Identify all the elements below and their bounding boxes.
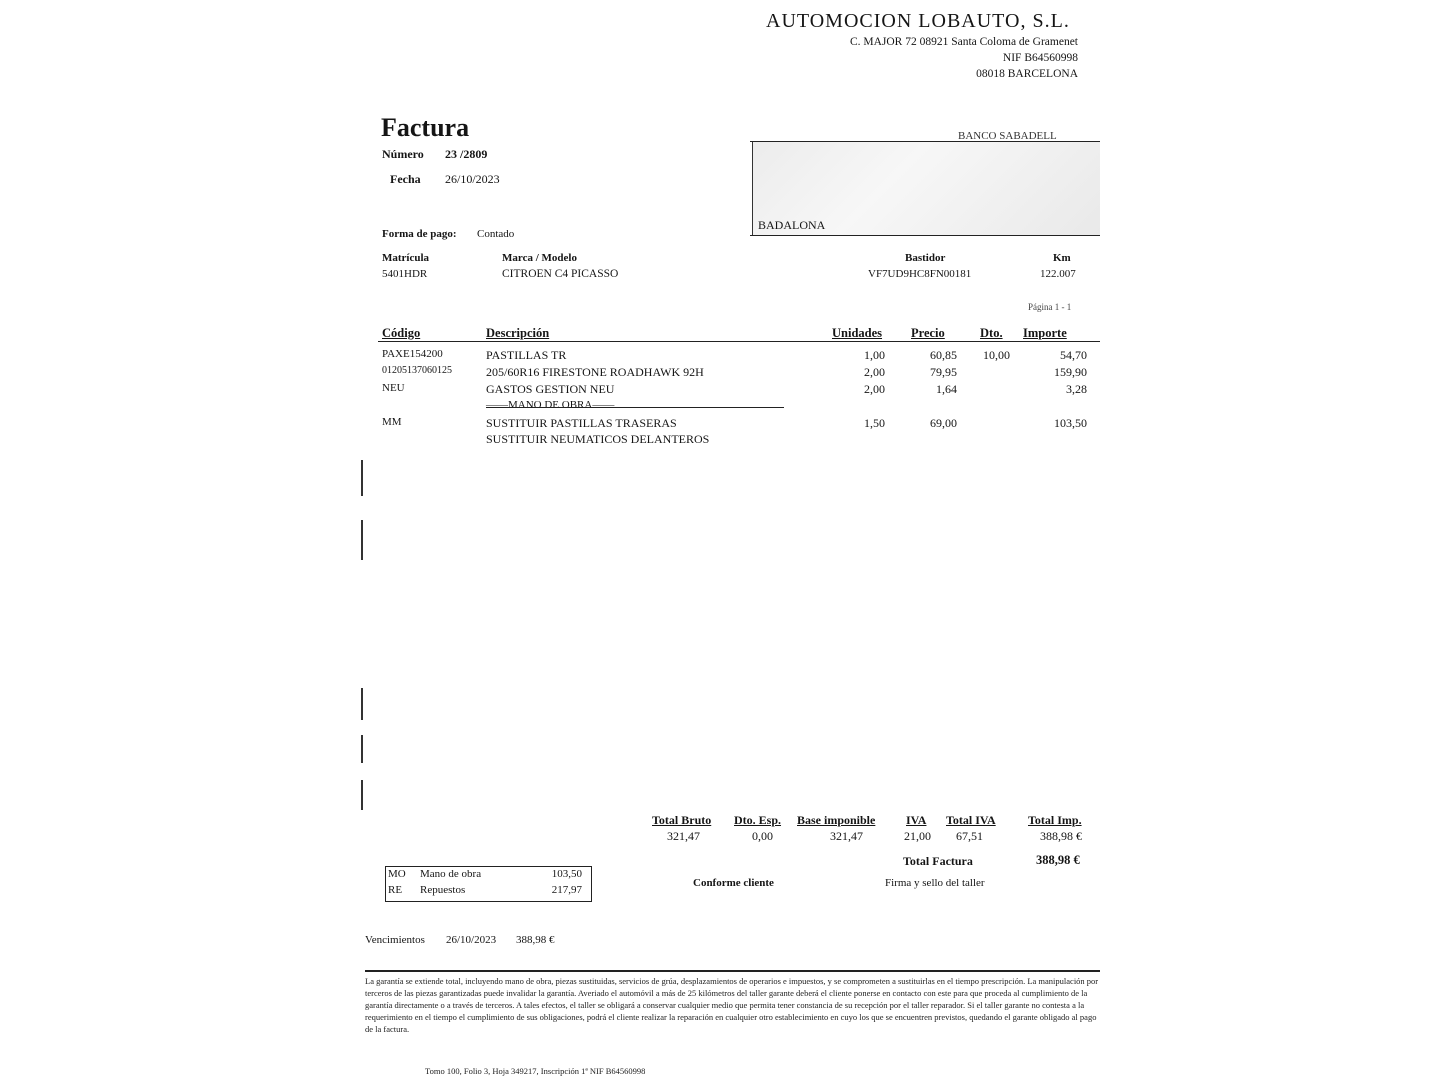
table-header-rule	[378, 341, 1100, 342]
row-description: SUSTITUIR NEUMATICOS DELANTEROS	[486, 432, 710, 446]
summary-value: 217,97	[551, 884, 582, 896]
summary-value: 103,50	[551, 868, 582, 880]
row-price: 69,00	[930, 416, 957, 430]
total-gross-value: 321,47	[667, 829, 700, 843]
summary-code: RE	[388, 884, 403, 896]
invoice-title: Factura	[381, 113, 470, 142]
row-amount: 103,50	[1054, 416, 1087, 430]
invoice-total-value: 388,98 €	[1036, 853, 1080, 867]
company-address: C. MAJOR 72 08921 Santa Coloma de Gramenet	[849, 36, 1078, 48]
col-header-price: Precio	[911, 326, 945, 340]
invoice-number-value: 23 /2809	[445, 147, 488, 161]
model-value: CITROEN C4 PICASSO	[502, 268, 619, 280]
row-units: 2,00	[864, 382, 885, 396]
col-header-amount: Importe	[1023, 326, 1067, 340]
row-units: 2,00	[864, 365, 885, 379]
scan-edge-mark	[361, 780, 363, 810]
summary-label: Repuestos	[420, 884, 466, 896]
row-price: 79,95	[930, 365, 957, 379]
row-code: 01205137060125	[382, 365, 452, 376]
col-header-code: Código	[382, 326, 421, 340]
row-code: PAXE154200	[382, 348, 443, 360]
client-city: BADALONA	[758, 218, 826, 232]
company-name: AUTOMOCION LOBAUTO, S.L.	[766, 10, 1070, 32]
row-code: NEU	[382, 382, 405, 394]
row-units: 1,00	[864, 348, 885, 362]
row-description: SUSTITUIR PASTILLAS TRASERAS	[486, 416, 677, 430]
row-description: GASTOS GESTION NEU	[486, 382, 615, 396]
labor-section-heading: ——MANO DE OBRA——	[486, 399, 615, 411]
row-description: 205/60R16 FIRESTONE ROADHAWK 92H	[486, 365, 704, 379]
registry-footer: Tomo 100, Folio 3, Hoja 349217, Inscripción 1ª NIF B64560998	[425, 1066, 646, 1076]
summary-code: MO	[388, 868, 406, 880]
page-indicator: Página 1 - 1	[1028, 302, 1072, 312]
company-city: 08018 BARCELONA	[976, 68, 1078, 80]
vat-total-label: Total IVA	[946, 813, 996, 827]
client-box-bottom-line	[750, 235, 1100, 236]
row-code: MM	[382, 416, 402, 428]
row-amount: 159,90	[1054, 365, 1087, 379]
scan-edge-mark	[361, 460, 363, 496]
due-amount: 388,98 €	[516, 934, 555, 946]
workshop-signature-label: Firma y sello del taller	[885, 877, 985, 889]
invoice-number-label: Número	[382, 147, 424, 161]
chassis-label: Bastidor	[905, 252, 946, 264]
legal-warranty-text: La garantía se extiende total, incluyendo mano de obra, piezas sustituidas, servicios de grúa, desplazamientos de operarios e impuestos, y se comprometen a sustituirlas en el tiempo prescripción. La manipulación por terceros de las piezas garantizadas puede invalidar la garantía. Averiado el automóvil a más de 25 kilómetros del taller garante deberá el cliente ponerse en contacto con este para que proceda al cumplimiento de la garantía directamente o a través de terceros. A tales efectos, el taller se obligará a conservar cualquier medio que permita tener constancia de su recepción por el taller reparador. Si el taller garante no contesta a la requerimiento en el tiempo el cumplimiento de sus obligaciones, podrá el cliente realizar la reparación en cualquier otro establecimiento en cuyo los que se encuentren previstos, quedando el garante obligado al pago de la factura.	[365, 976, 1099, 1034]
col-header-description: Descripción	[486, 326, 550, 340]
km-value: 122.007	[1040, 268, 1076, 280]
row-amount: 54,70	[1060, 348, 1087, 362]
row-price: 1,64	[936, 382, 957, 396]
total-tax-value: 388,98 €	[1040, 829, 1082, 843]
scan-edge-mark	[361, 688, 363, 720]
vat-total-value: 67,51	[956, 829, 983, 843]
model-label: Marca / Modelo	[502, 252, 577, 264]
legal-rule	[365, 970, 1100, 972]
tax-base-value: 321,47	[830, 829, 863, 843]
row-description: PASTILLAS TR	[486, 348, 567, 362]
due-label: Vencimientos	[365, 934, 425, 946]
due-date: 26/10/2023	[446, 934, 497, 946]
row-amount: 3,28	[1066, 382, 1087, 396]
vat-rate-label: IVA	[906, 813, 927, 827]
special-discount-label: Dto. Esp.	[734, 813, 782, 827]
total-tax-label: Total Imp.	[1028, 813, 1082, 827]
scan-edge-mark	[361, 735, 363, 763]
invoice-date-value: 26/10/2023	[445, 172, 500, 186]
summary-label: Mano de obra	[420, 868, 482, 880]
row-units: 1,50	[864, 416, 885, 430]
bank-name: BANCO SABADELL	[958, 130, 1057, 142]
plate-label: Matrícula	[382, 252, 430, 264]
payment-label: Forma de pago:	[382, 228, 457, 240]
labor-section-rule	[486, 407, 784, 408]
payment-value: Contado	[477, 228, 515, 240]
special-discount-value: 0,00	[752, 829, 773, 843]
client-signature-label: Conforme cliente	[693, 877, 774, 889]
row-price: 60,85	[930, 348, 957, 362]
col-header-discount: Dto.	[980, 326, 1003, 340]
invoice-total-label: Total Factura	[903, 854, 973, 868]
vat-rate-value: 21,00	[904, 829, 931, 843]
col-header-units: Unidades	[832, 326, 883, 340]
km-label: Km	[1053, 252, 1071, 264]
tax-base-label: Base imponible	[797, 813, 876, 827]
plate-value: 5401HDR	[382, 268, 428, 280]
company-nif: NIF B64560998	[1002, 52, 1078, 64]
total-gross-label: Total Bruto	[652, 813, 712, 827]
chassis-value: VF7UD9HC8FN00181	[868, 268, 972, 280]
scan-edge-mark	[361, 520, 363, 560]
row-discount: 10,00	[983, 348, 1010, 362]
invoice-date-label: Fecha	[390, 172, 421, 186]
